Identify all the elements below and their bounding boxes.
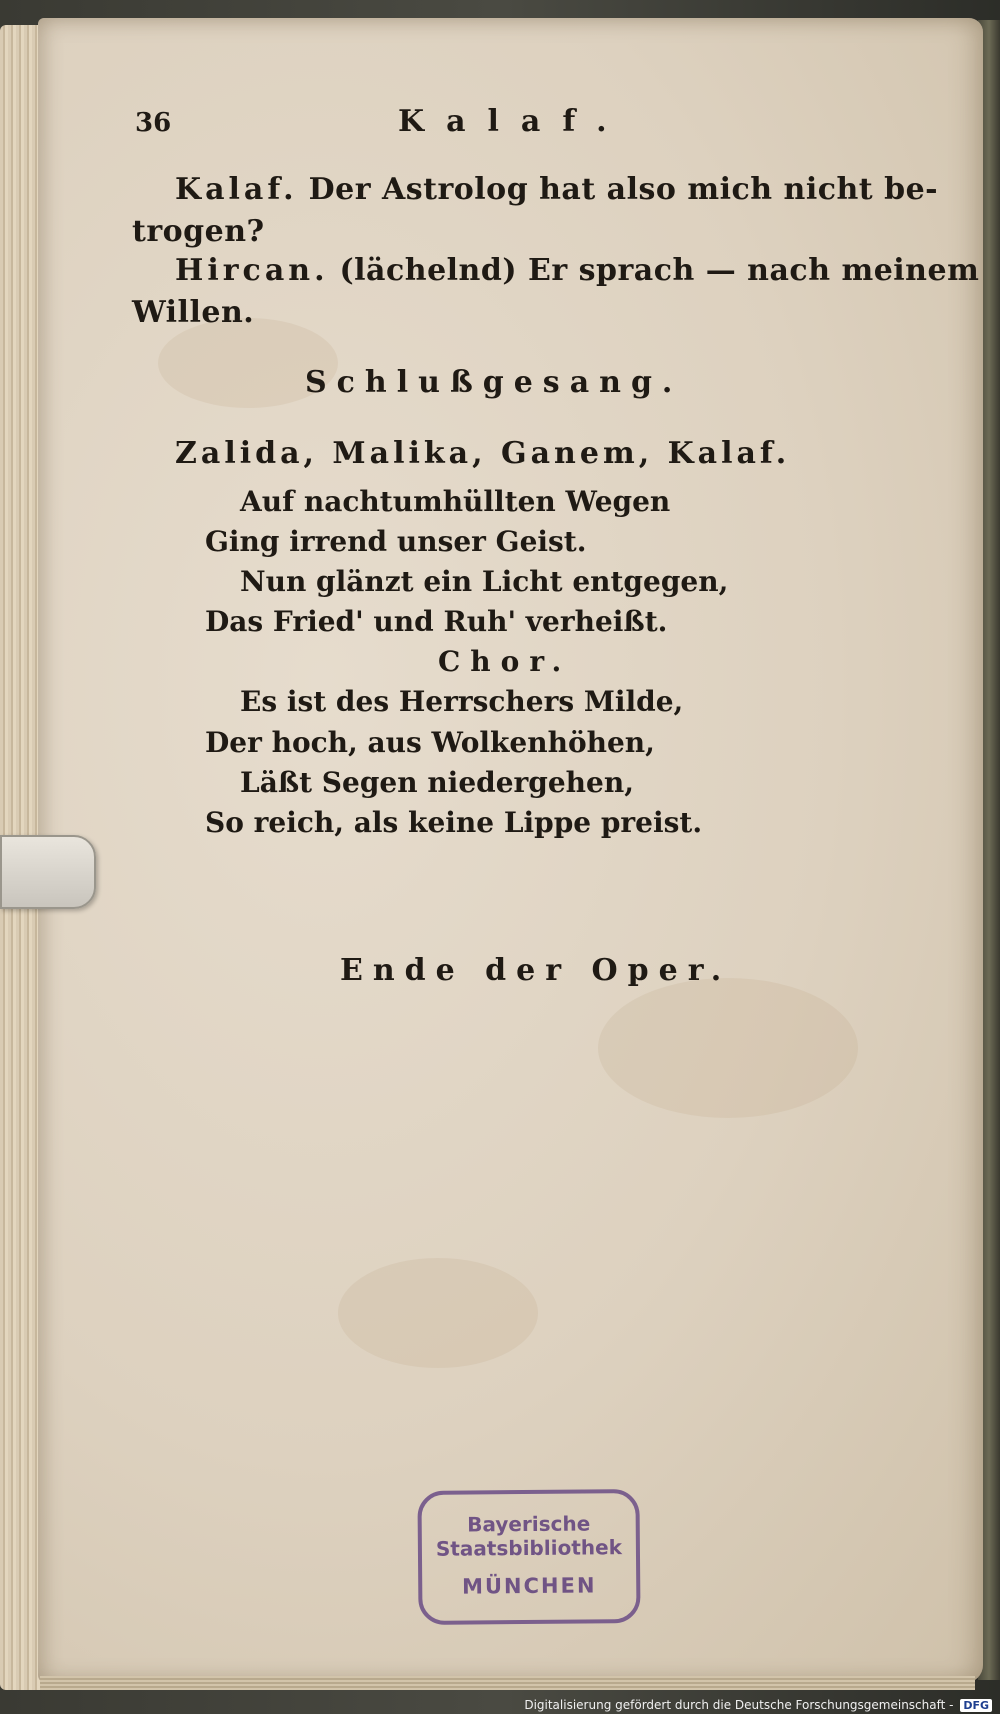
section-title: Schlußgesang. <box>305 365 683 400</box>
page-number: 36 <box>135 108 172 138</box>
footer-credit-text: Digitalisierung gefördert durch die Deutsche Forschungsgemeinschaft - <box>524 1698 954 1712</box>
footer-credit <box>524 1698 992 1712</box>
verse-line: Auf nachtumhüllten Wegen <box>240 485 671 518</box>
verse-line: Ging irrend unser Geist. <box>205 525 587 558</box>
running-head: Kalaf. <box>398 104 629 139</box>
paper-stain <box>338 1258 538 1368</box>
dfg-logo: DFG <box>960 1699 992 1712</box>
dialogue-text: Der Astrolog hat also mich nicht be- <box>308 172 939 207</box>
verse-line: Nun glänzt ein Licht entgegen, <box>240 565 729 598</box>
speaker-name: Kalaf. <box>175 172 298 207</box>
dialogue-continuation-1: trogen? <box>132 214 265 249</box>
dialogue-line-1 <box>175 172 938 207</box>
bookmark-tab[interactable] <box>0 835 96 909</box>
stamp-line-2: Staatsbibliothek <box>435 1535 623 1561</box>
paper-stain <box>598 978 858 1118</box>
ending-line: Ende der Oper. <box>340 953 732 988</box>
verse-line: Läßt Segen niedergehen, <box>240 766 634 799</box>
stamp-city: MÜNCHEN <box>461 1573 597 1599</box>
verse-line: Das Fried' und Ruh' verheißt. <box>205 605 668 638</box>
dialogue-line-2 <box>175 253 979 288</box>
verse-line: So reich, als keine Lippe preist. <box>205 806 703 839</box>
singers-line: Zalida, Malika, Ganem, Kalaf. <box>175 436 791 471</box>
chorus-label: Chor. <box>438 645 572 678</box>
dialogue-text: (lächelnd) Er sprach — nach meinem <box>339 253 980 288</box>
page-bottom-edge <box>40 1676 975 1690</box>
verse-line: Es ist des Herrschers Milde, <box>240 685 684 718</box>
verse-line: Der hoch, aus Wolkenhöhen, <box>205 726 655 759</box>
speaker-name: Hircan. <box>175 253 329 288</box>
stamp-line-1: Bayerische <box>467 1511 591 1537</box>
library-stamp <box>417 1489 640 1625</box>
dialogue-continuation-2: Willen. <box>132 295 255 330</box>
